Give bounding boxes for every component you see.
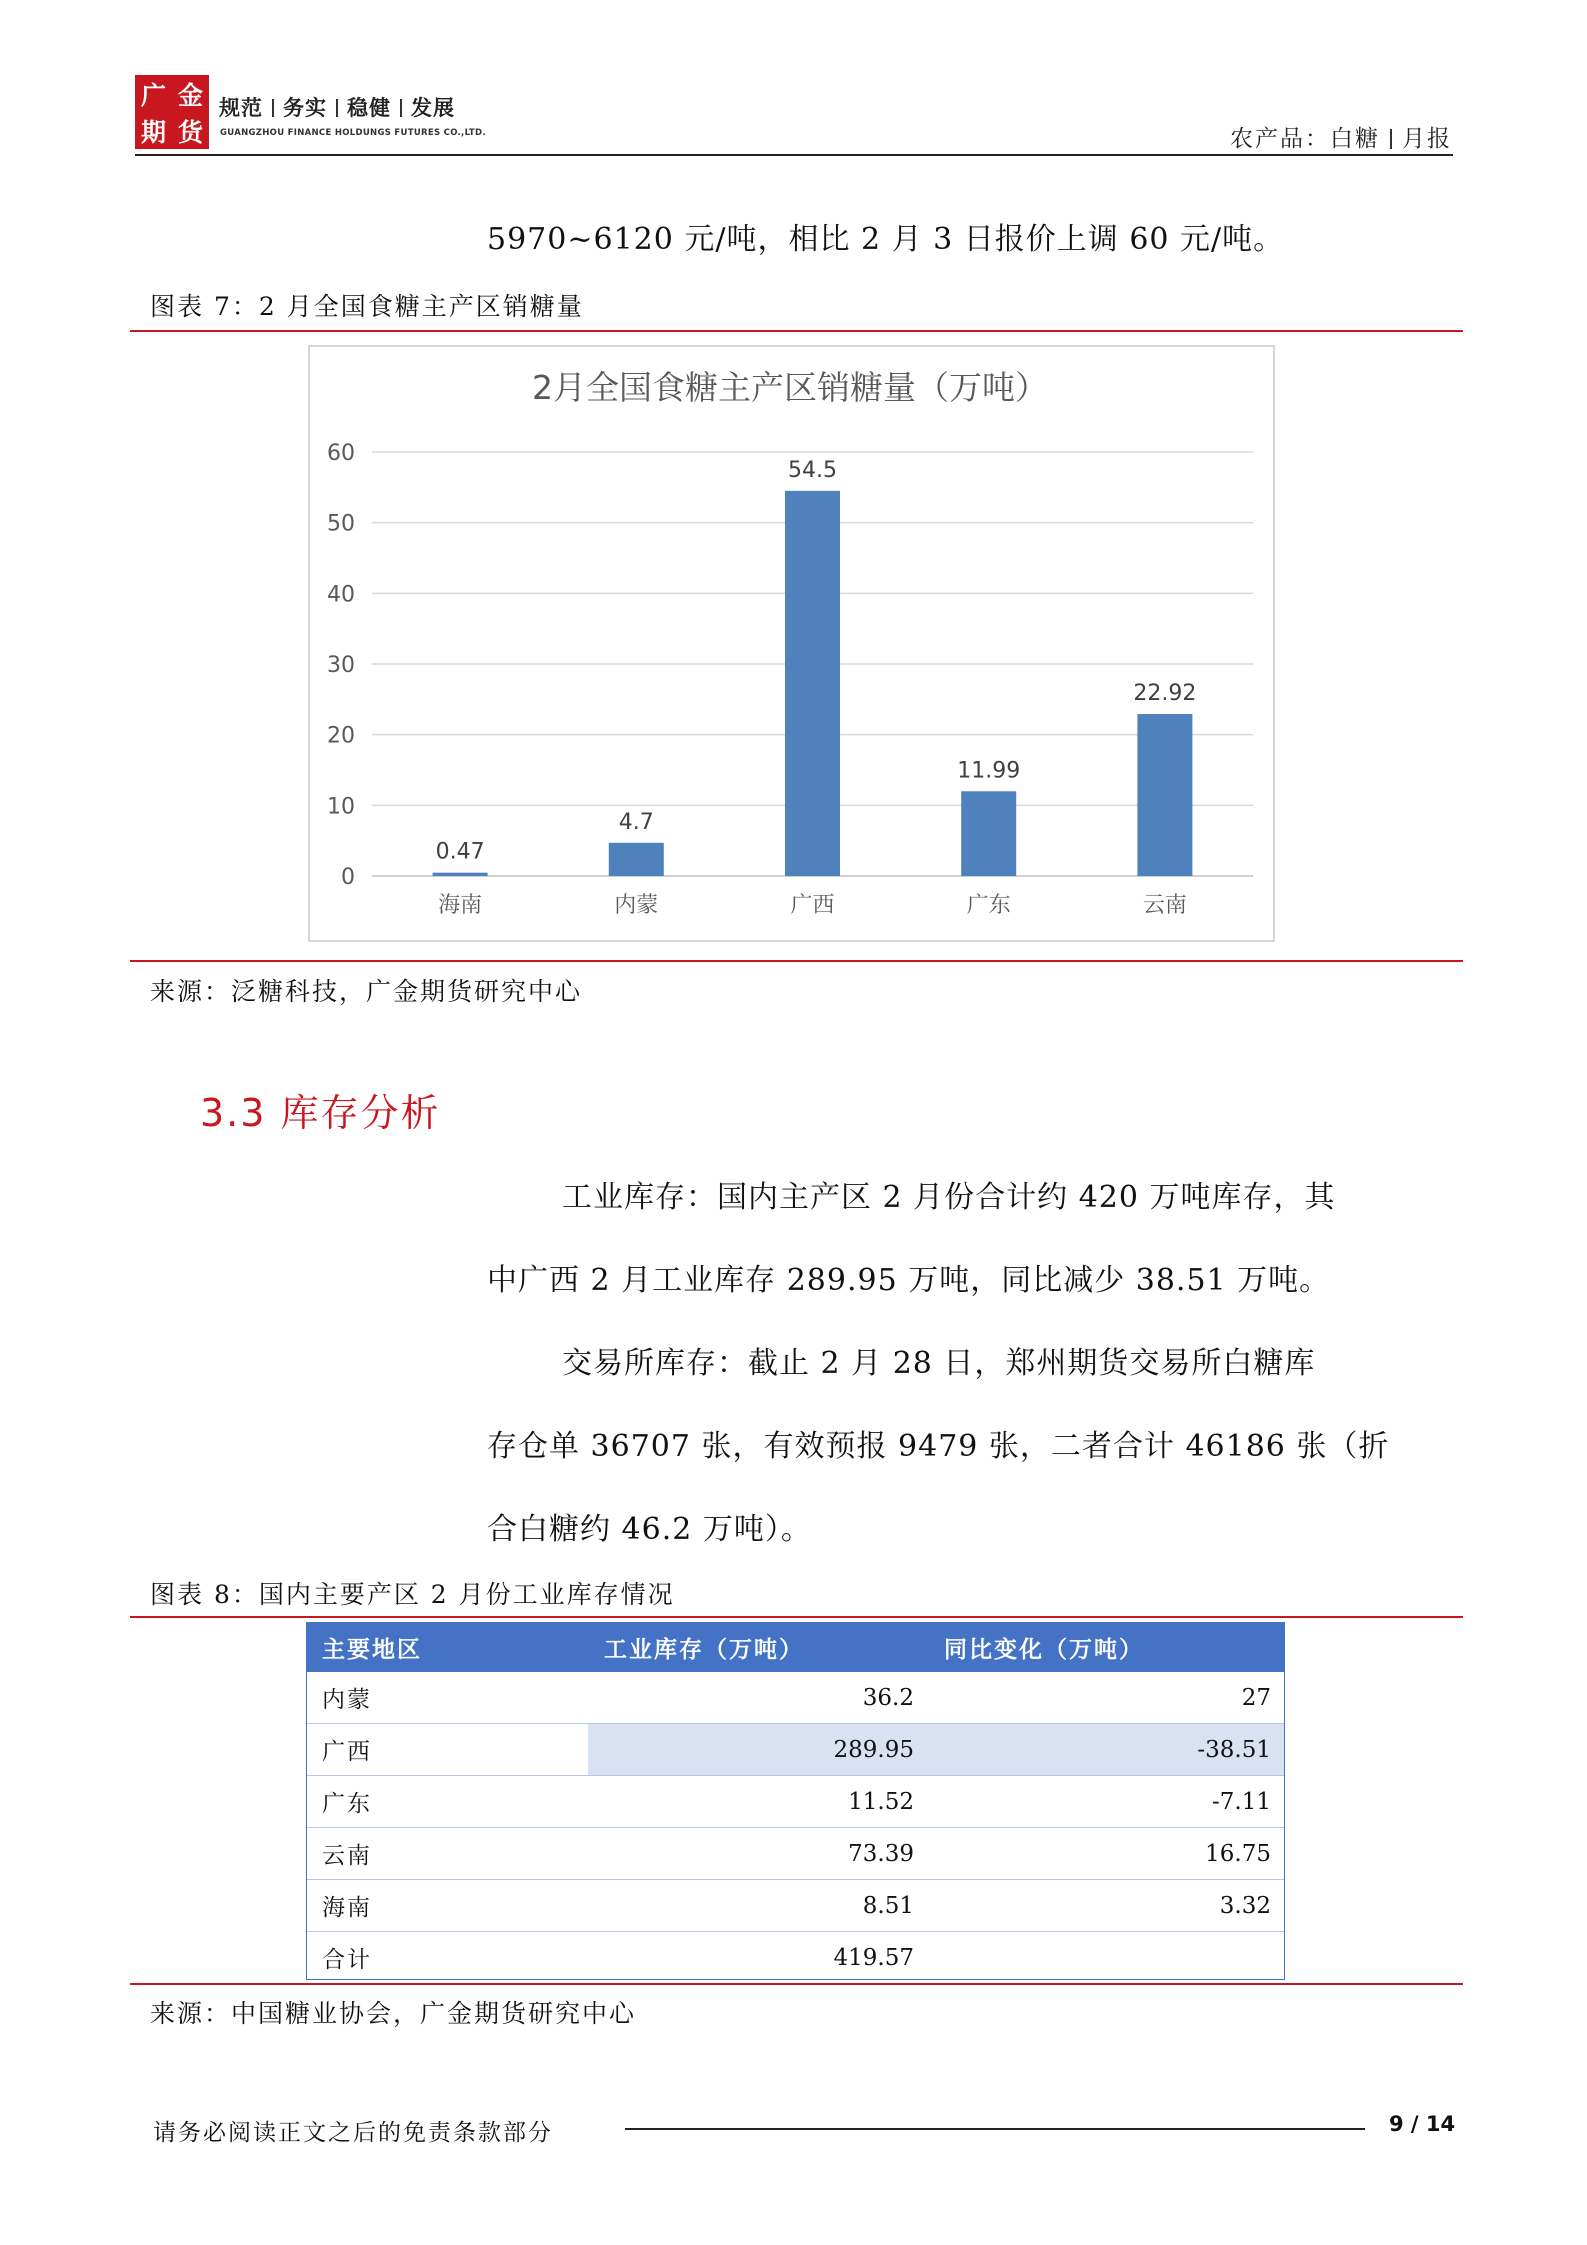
report-tag xyxy=(1230,120,1452,153)
bar xyxy=(785,491,840,876)
yoy-change-cell: -38.51 xyxy=(928,1724,1285,1776)
x-tick-label: 海南 xyxy=(438,893,483,918)
company-logo xyxy=(135,75,209,149)
column-header: 主要地区 xyxy=(306,1622,588,1672)
region-cell: 云南 xyxy=(306,1828,588,1880)
company-english-name: GUANGZHOU FINANCE HOLDUNGS FUTURES CO.,LTD. xyxy=(220,128,486,138)
y-tick-label: 50 xyxy=(327,511,355,537)
figure8-top-rule xyxy=(130,1616,1463,1618)
y-tick-label: 10 xyxy=(327,794,355,820)
sales-bar-chart xyxy=(308,345,1275,942)
table-row xyxy=(306,1776,1285,1828)
column-header: 工业库存（万吨） xyxy=(588,1622,928,1672)
chart-y-axis xyxy=(327,441,355,890)
region-cell: 海南 xyxy=(306,1880,588,1932)
data-label: 22.92 xyxy=(1133,681,1197,707)
figure7-top-rule xyxy=(130,330,1463,332)
table-row xyxy=(306,1724,1285,1776)
chart-canvas xyxy=(310,347,1273,940)
inventory-table xyxy=(306,1622,1285,1984)
figure8-bottom-rule xyxy=(130,1983,1463,1985)
chart-bars xyxy=(433,491,1193,876)
figure8-title: 图表 8：国内主要产区 2 月份工业库存情况 xyxy=(150,1580,675,1609)
figure7-source: 来源：泛糖科技，广金期货研究中心 xyxy=(150,977,583,1006)
inventory-cell: 289.95 xyxy=(588,1724,928,1776)
yoy-change-cell: 16.75 xyxy=(928,1828,1285,1880)
table-header-row xyxy=(306,1622,1285,1672)
figure7-title: 图表 7：2 月全国食糖主产区销糖量 xyxy=(150,292,584,321)
slogan-divider xyxy=(272,99,274,117)
page-number: 9 / 14 xyxy=(1389,2112,1456,2136)
intro-text: 5970~6120 元/吨，相比 2 月 3 日报价上调 60 元/吨。 xyxy=(487,222,1285,257)
section-title: 3.3 库存分析 xyxy=(200,1091,441,1135)
paragraph-line: 合白糖约 46.2 万吨）。 xyxy=(487,1512,812,1547)
slogan-divider xyxy=(400,99,402,117)
data-label: 11.99 xyxy=(957,758,1021,784)
company-slogan xyxy=(219,92,455,122)
region-cell: 广西 xyxy=(306,1724,588,1776)
data-label: 4.7 xyxy=(618,809,654,835)
logo-char: 货 xyxy=(177,117,203,147)
bar xyxy=(609,843,664,876)
x-tick-label: 内蒙 xyxy=(614,893,659,918)
logo-char: 期 xyxy=(140,117,166,147)
data-label: 54.5 xyxy=(788,457,837,483)
yoy-change-cell: 27 xyxy=(928,1672,1285,1724)
header-rule xyxy=(135,154,1453,156)
x-tick-label: 云南 xyxy=(1142,893,1187,918)
table-row xyxy=(306,1672,1285,1724)
inventory-cell: 73.39 xyxy=(588,1828,928,1880)
inventory-cell: 11.52 xyxy=(588,1776,928,1828)
region-cell: 内蒙 xyxy=(306,1672,588,1724)
x-tick-label: 广东 xyxy=(966,893,1011,918)
slogan-item: 稳健 xyxy=(347,96,391,120)
slogan-divider xyxy=(336,99,338,117)
y-tick-label: 60 xyxy=(327,441,355,466)
x-tick-label: 广西 xyxy=(790,893,835,918)
paragraph-line: 中广西 2 月工业库存 289.95 万吨，同比减少 38.51 万吨。 xyxy=(487,1263,1331,1298)
data-label: 0.47 xyxy=(435,839,485,865)
bar xyxy=(961,791,1016,876)
yoy-change-cell: -7.11 xyxy=(928,1776,1285,1828)
yoy-change-cell xyxy=(928,1932,1285,1984)
slogan-item: 务实 xyxy=(283,96,327,120)
y-tick-label: 40 xyxy=(327,582,355,608)
region-cell: 广东 xyxy=(306,1776,588,1828)
bar xyxy=(1137,714,1192,876)
figure7-bottom-rule xyxy=(130,960,1463,962)
table-row xyxy=(306,1828,1285,1880)
inventory-cell: 419.57 xyxy=(588,1932,928,1984)
inventory-cell: 36.2 xyxy=(588,1672,928,1724)
report-category: 农产品：白糖 xyxy=(1230,126,1380,152)
disclaimer-note: 请务必阅读正文之后的免责条款部分 xyxy=(153,2120,553,2146)
yoy-change-cell: 3.32 xyxy=(928,1880,1285,1932)
y-tick-label: 30 xyxy=(327,653,355,678)
paragraph-line: 工业库存：国内主产区 2 月份合计约 420 万吨库存，其 xyxy=(562,1180,1336,1215)
report-type: 月报 xyxy=(1402,126,1452,152)
report-tag-divider xyxy=(1390,129,1392,149)
y-tick-label: 20 xyxy=(327,723,355,749)
table-row xyxy=(306,1880,1285,1932)
logo-char: 广 xyxy=(140,80,166,110)
footer-rule xyxy=(625,2128,1365,2130)
slogan-item: 发展 xyxy=(411,96,455,120)
region-cell: 合计 xyxy=(306,1932,588,1984)
inventory-cell: 8.51 xyxy=(588,1880,928,1932)
y-tick-label: 0 xyxy=(341,865,355,890)
slogan-item: 规范 xyxy=(219,96,263,120)
table-total-row xyxy=(306,1932,1285,1984)
logo-char: 金 xyxy=(177,80,203,110)
chart-x-axis xyxy=(438,893,1187,918)
chart-title: 2月全国食糖主产区销糖量（万吨） xyxy=(532,368,1048,407)
paragraph-line: 存仓单 36707 张，有效预报 9479 张，二者合计 46186 张（折 xyxy=(487,1429,1390,1464)
paragraph-line: 交易所库存：截止 2 月 28 日，郑州期货交易所白糖库 xyxy=(562,1346,1316,1381)
figure8-source: 来源：中国糖业协会，广金期货研究中心 xyxy=(150,1999,637,2028)
column-header: 同比变化（万吨） xyxy=(928,1622,1285,1672)
bar xyxy=(433,873,488,876)
